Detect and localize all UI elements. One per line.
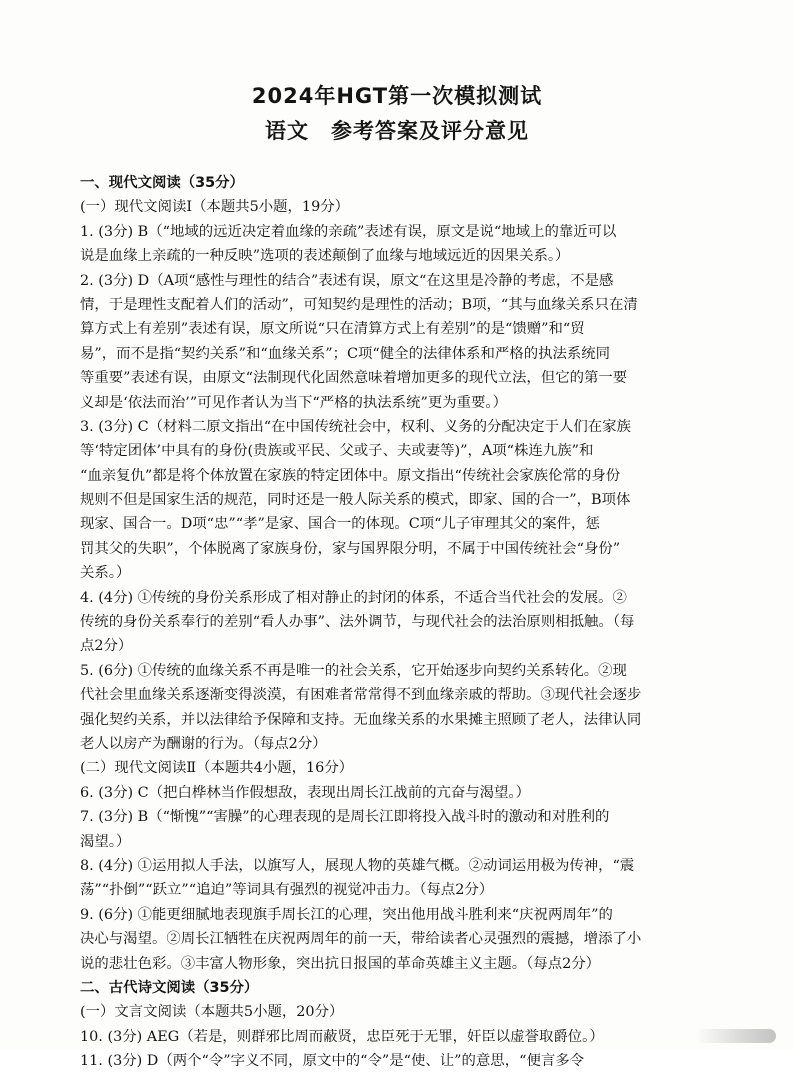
answer-line: 点2分） <box>80 638 133 655</box>
answer-line: 罚其父的失职”，个体脱离了家族身份，家与国界限分明，不属于中国传统社会“身份” <box>80 540 621 557</box>
answer-line: 2. (3分) D（A项“感性与理性的结合”表述有误，原文“在这里是冷静的考虑，不是感 <box>80 272 614 289</box>
answer-line: 6. (3分) C（把白桦林当作假想敌，表现出周长江战前的亢奋与渴望。） <box>80 784 531 801</box>
answer-line: 强化契约关系，并以法律给予保障和支持。无血缘关系的水果摊主照顾了老人，法律认同 <box>80 711 642 728</box>
document-subtitle: 语文 参考答案及评分意见 <box>265 119 529 143</box>
section-heading: 一、现代文阅读（35分） <box>80 175 244 191</box>
answer-line: 义却是‘依法而治’”可见作者认为当下“严格的执法系统”更为重要。） <box>80 394 507 411</box>
section-heading: 二、古代诗文阅读（35分） <box>80 979 259 996</box>
watermark-mark <box>696 1029 776 1043</box>
answer-line: 算方式上有差别”表述有误，原文所说“只在清算方式上有差别”的是“馈赠”和“贸 <box>80 321 585 338</box>
document-title: 2024年HGT第一次模拟测试 <box>251 84 543 108</box>
answer-line: 代社会里血缘关系逐渐变得淡漠，有困难者常常得不到血缘亲戚的帮助。③现代社会逐步 <box>80 687 642 704</box>
answer-line: 情，于是理性支配着人们的活动”，可知契约是理性的活动；B项，“其与血缘关系只在清 <box>80 296 638 313</box>
answer-line: “血亲复仇”都是将个体放置在家族的特定团体中。原文指出“传统社会家族伦常的身份 <box>80 467 621 484</box>
answer-line: 8. (4分) ①运用拟人手法，以旗写人，展现人物的英雄气概。②动词运用极为传神，“震 <box>80 857 635 874</box>
answer-line: 等重要”表述有误，由原文“法制现代化固然意味着增加更多的现代立法，但它的第一要 <box>80 370 628 387</box>
answer-line: 说是血缘上亲疏的一种反映”选项的表述颠倒了血缘与地域远近的因果关系。） <box>80 248 570 265</box>
answer-line: 渴望。） <box>80 833 131 850</box>
answer-line: (一）现代文阅读Ⅰ（本题共5小题，19分） <box>80 199 350 216</box>
answer-line: 传统的身份关系奉行的差别“看人办事”、法外调节，与现代社会的法治原则相抵触。（每 <box>80 614 635 631</box>
answer-line: 7. (3分) B（“惭愧”“害臊”的心理表现的是周长江即将投入战斗时的激动和对胜利的 <box>80 809 610 826</box>
answer-line: 4. (4分) ①传统的身份关系形成了相对静止的封闭的体系，不适合当代社会的发展。② <box>80 589 627 606</box>
answer-line: 9. (6分) ①能更细腻地表现旗手周长江的心理，突出他用战斗胜利来“庆祝两周年”的 <box>80 906 613 923</box>
answer-line: 决心与渴望。②周长江牺牲在庆祝两周年的前一天，带给读者心灵强烈的震撼，增添了小 <box>80 931 642 948</box>
answer-line: (二）现代文阅读Ⅱ（本题共4小题，16分） <box>80 760 354 777</box>
answer-line: 3. (3分) C（材料二原文指出“在中国传统社会中，权利、义务的分配决定于人们在家族 <box>80 418 631 435</box>
answer-line: 说的悲壮色彩。③丰富人物形象，突出抗日报国的革命英雄主义主题。（每点2分） <box>80 955 601 972</box>
answer-line: (一）文言文阅读（本题共5小题，20分） <box>80 1004 344 1021</box>
answer-line: 11. (3分) D（两个“令”字义不同，原文中的“令”是“使、让”的意思，“便言多令 <box>80 1053 585 1070</box>
answer-content <box>80 171 720 1073</box>
answer-line: 规则不但是国家生活的规范，同时还是一般人际关系的模式，即家、国的合一”，B项体 <box>80 492 631 509</box>
answer-line: 老人以房产为酬谢的行为。（每点2分） <box>80 735 327 752</box>
answer-line: 1. (3分) B（“地域的远近决定着血缘的亲疏”表述有误，原文是说“地域上的靠近可以 <box>80 223 617 240</box>
answer-line: 10. (3分) AEG（若是，则群邪比周而蔽贤，忠臣死于无罪，奸臣以虚誉取爵位。） <box>80 1028 604 1045</box>
answer-line: 关系。） <box>80 565 131 582</box>
answer-line: 5. (6分) ①传统的血缘关系不再是唯一的社会关系，它开始逐步向契约关系转化。②现 <box>80 662 627 679</box>
answer-line: 现家、国合一。D项“忠”“孝”是家、国合一的体现。C项“儿子审理其父的案件，惩 <box>80 516 600 533</box>
answer-line: 荡”“扑倒”“跃立”“追迫”等词具有强烈的视觉冲击力。（每点2分） <box>80 882 494 899</box>
answer-line: 易”，而不是指“契约关系”和“血缘关系”；C项“健全的法律体系和严格的执法系统同 <box>80 345 611 362</box>
answer-line: 等‘特定团体’中具有的身份(贵族或平民、父或子、夫或妻等)”，A项“株连九族”和 <box>80 443 594 460</box>
